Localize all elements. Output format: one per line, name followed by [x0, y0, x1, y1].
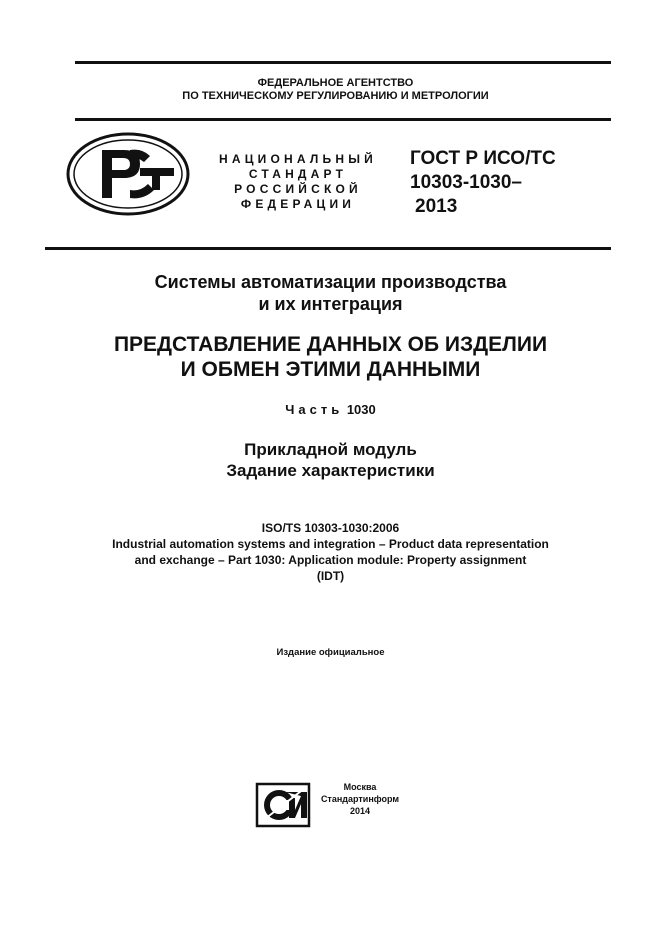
- agency-line-1: ФЕДЕРАЛЬНОЕ АГЕНТСТВО: [257, 77, 414, 89]
- national-line-2: СТАНДАРТ: [248, 167, 348, 181]
- general-title-line-1: Системы автоматизации производства: [154, 272, 507, 292]
- standard-designation: [410, 147, 556, 219]
- title-rule: [45, 247, 611, 250]
- designation-line-2: 10303-1030–: [410, 172, 522, 193]
- publisher-year: 2014: [349, 806, 371, 816]
- iso-reference: [0, 520, 661, 584]
- sub-title: [0, 439, 661, 481]
- iso-reference-line-3: and exchange – Part 1030: Application module: Property assignment: [134, 553, 527, 567]
- iso-reference-line-2: Industrial automation systems and integration – Product data representation: [112, 537, 549, 551]
- agency-name: [0, 77, 661, 103]
- national-line-1: НАЦИОНАЛЬНЫЙ: [218, 152, 378, 166]
- national-line-3: РОССИЙСКОЙ: [234, 182, 362, 196]
- agency-line-2: ПО ТЕХНИЧЕСКОМУ РЕГУЛИРОВАНИЮ И МЕТРОЛОГИИ: [182, 90, 489, 102]
- header-rule: [75, 118, 611, 121]
- publisher-city: Москва: [343, 782, 377, 792]
- sub-title-line-2: Задание характеристики: [226, 461, 435, 480]
- publisher-info: [320, 781, 400, 817]
- publisher-name: Стандартинформ: [320, 794, 400, 804]
- designation-line-1: ГОСТ Р ИСО/ТС: [410, 148, 556, 169]
- main-title: [0, 332, 661, 382]
- iso-reference-line-1: ISO/TS 10303-1030:2006: [261, 521, 400, 535]
- general-title-line-2: и их интеграция: [258, 294, 403, 314]
- main-title-line-1: ПРЕДСТАВЛЕНИЕ ДАННЫХ ОБ ИЗДЕЛИИ: [113, 333, 548, 356]
- edition-label: Издание официальное: [276, 647, 385, 658]
- national-standard-label: [203, 152, 393, 212]
- national-line-4: ФЕДЕРАЦИИ: [240, 197, 356, 211]
- part-number: 1030: [346, 402, 376, 417]
- standartinform-logo-icon: [255, 782, 311, 828]
- sub-title-line-1: Прикладной модуль: [244, 440, 417, 459]
- gost-r-logo-icon: [66, 132, 190, 216]
- general-title: [0, 271, 661, 315]
- top-rule: [75, 61, 611, 64]
- part-word: Часть: [285, 402, 344, 417]
- iso-reference-line-4: (IDT): [316, 569, 345, 583]
- part-label: [0, 402, 661, 417]
- main-title-line-2: И ОБМЕН ЭТИМИ ДАННЫМИ: [180, 358, 481, 381]
- designation-year: 2013: [415, 196, 458, 217]
